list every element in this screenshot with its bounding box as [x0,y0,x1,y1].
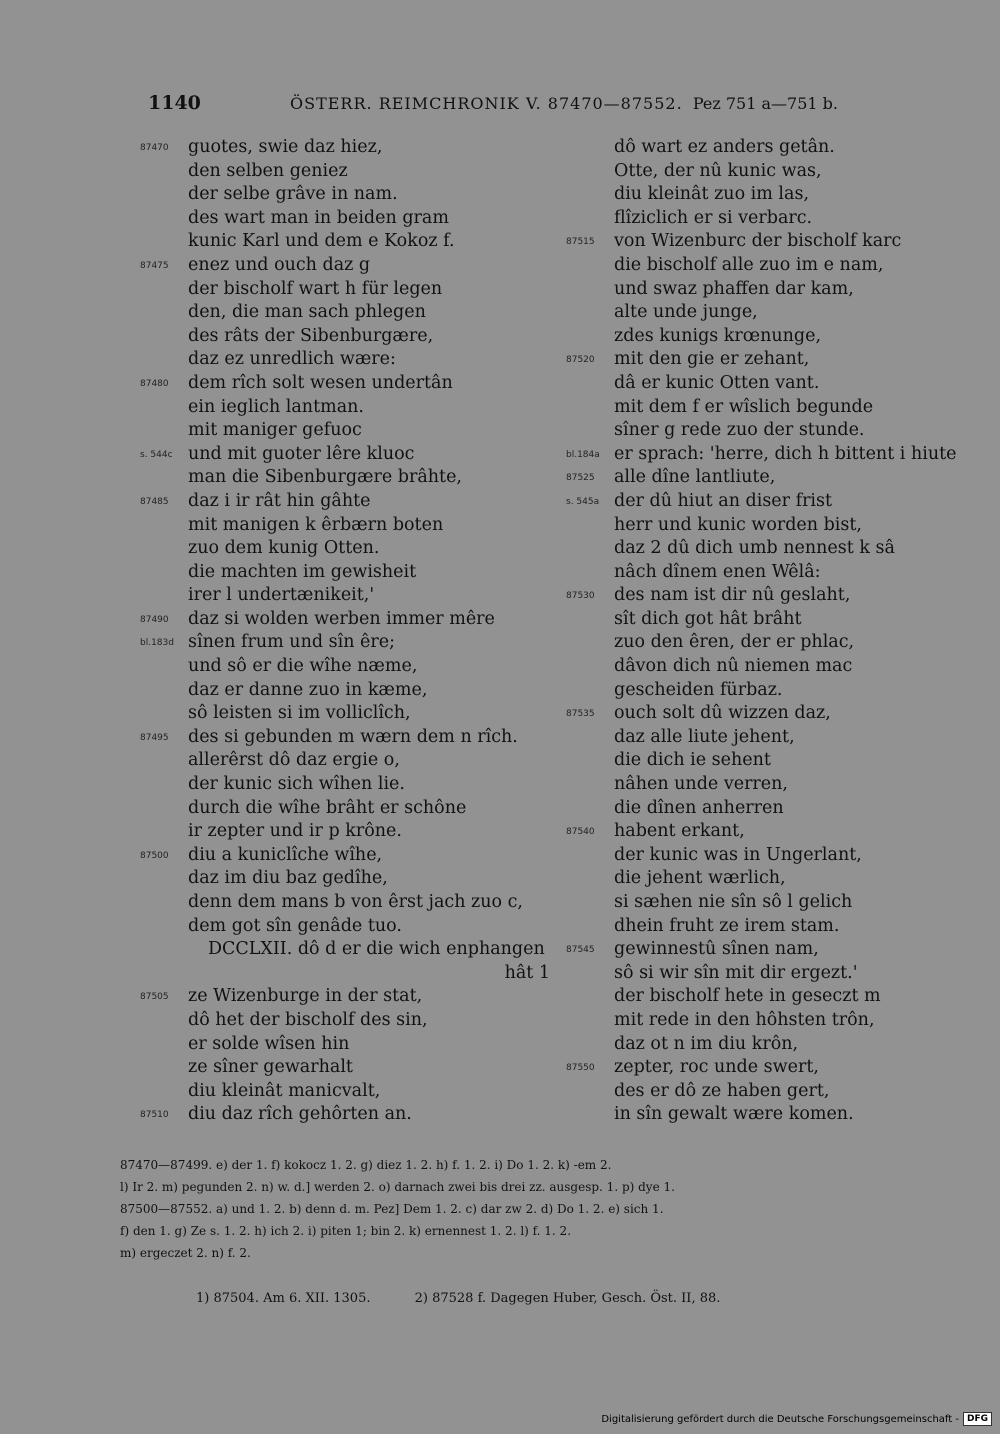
verse-text: er sprach: 'herre, dich h bittent i hiute [614,443,957,464]
verse-text: er solde wîsen hin [188,1033,350,1054]
verse-line [140,655,560,679]
verse-line [566,490,986,514]
verse-text: daz alle liute jehent, [614,726,795,747]
verse-text: ein ieglich lantman. [188,396,364,417]
line-number: 87540 [566,827,595,838]
page-number: 1140 [148,92,201,114]
verse-line [566,1009,986,1033]
verse-text: ir zepter und ir p krône. [188,821,402,842]
verse-line [566,419,986,443]
verse-text: den, die man sach phlegen [188,302,426,323]
line-number: 87505 [140,992,169,1003]
verse-text: allerêrst dô daz ergie o, [188,750,400,771]
verse-line [566,844,986,868]
verse-text: diu a kuniclîche wîhe, [188,844,383,865]
verse-text: denn dem mans b von êrst jach zuo c, [188,892,523,912]
verse-text: des er dô ze haben gert, [614,1080,830,1101]
verse-line [140,230,560,254]
verse-line [140,1080,560,1104]
line-number: 87495 [140,732,169,743]
verse-text: nâhen unde verren, [614,774,788,795]
dfg-logo: DFG [963,1412,992,1426]
verse-text: si sæhen nie sîn sô l gelich [614,892,853,912]
verse-text: diu kleinât zuo im las, [614,184,810,205]
verse-line [566,537,986,561]
verse-text: mit rede in den hôhsten trôn, [614,1009,875,1030]
verse-text: enez und ouch daz g [188,254,371,275]
verse-text: daz er danne zuo in kæme, [188,679,428,700]
chapter-heading [140,938,560,962]
line-number: 87510 [140,1110,169,1121]
verse-line [140,1103,560,1127]
verse-text: zuo dem kunig Otten. [188,538,380,559]
line-number: bl.183d [140,638,174,649]
verse-line [566,985,986,1009]
apparatus-line: m) ergeczet 2. n) f. 2. [120,1246,251,1260]
verse-text: dô het der bischolf des sin, [188,1009,428,1030]
verse-text: kunic Karl und dem e Kokoz f. [188,231,455,252]
verse-text: diu kleinât manicvalt, [188,1080,381,1101]
verse-line [566,631,986,655]
running-title: ÖSTERR. REIMCHRONIK V. 87470—87552. [290,94,683,113]
line-number: 87545 [566,945,595,956]
verse-text: alle dîne lantliute, [614,467,776,488]
verse-text: und swaz phaffen dar kam, [614,278,854,299]
verse-text: durch die wîhe brâht er schône [188,797,467,818]
line-number: 87550 [566,1063,595,1074]
verse-line [140,679,560,703]
verse-text: des wart man in beiden gram [188,207,449,228]
verse-text: des si gebunden m wærn dem n rîch. [188,726,518,747]
verse-line [566,466,986,490]
verse-line [140,136,560,160]
verse-line [140,891,560,915]
verse-text: der kunic was in Ungerlant, [614,844,862,865]
line-number: s. 544c [140,449,173,460]
verse-line [140,867,560,891]
digitization-footer [601,1412,992,1426]
verse-text: sô si wir sîn mit dir ergezt.' [614,962,858,983]
line-number: s. 545a [566,496,600,507]
verse-text: mit den gie er zehant, [614,349,810,370]
line-number: 87525 [566,473,595,484]
verse-text: die jehent wærlich, [614,868,786,889]
verse-line [566,702,986,726]
line-number: 87475 [140,260,169,271]
verse-text: der bischolf wart h für legen [188,278,443,299]
verse-text: sîner g rede zuo der stunde. [614,420,865,441]
apparatus-line: 87500—87552. a) und 1. 2. b) denn d. m. Pez] Dem 1. 2. c) dar zw 2. d) Do 1. 2. e) sich 1. [120,1202,664,1216]
verse-text: ze sîner gewarhalt [188,1057,353,1078]
verse-text: zepter, roc unde swert, [614,1057,819,1078]
verse-text: dem rîch solt wesen undertân [188,372,453,393]
verse-text: herr und kunic worden bist, [614,514,862,535]
verse-line [566,183,986,207]
verse-line [140,820,560,844]
verse-text: man die Sibenburgære brâhte, [188,467,462,488]
verse-line [566,136,986,160]
verse-line [566,325,986,349]
verse-text: und mit guoter lêre kluoc [188,443,415,464]
left-text-column [140,136,560,1127]
verse-line [566,867,986,891]
line-number: bl.184a [566,449,600,460]
verse-line [566,160,986,184]
verse-text: dô wart ez anders getân. [614,137,835,157]
verse-line [566,301,986,325]
verse-line [566,608,986,632]
verse-line [566,726,986,750]
line-number: 87515 [566,237,595,248]
line-number: 87480 [140,378,169,389]
verse-line [566,278,986,302]
verse-line [566,679,986,703]
verse-line [140,749,560,773]
apparatus-line: 87470—87499. e) der 1. f) kokocz 1. 2. g) diez 1. 2. h) f. 1. 2. i) Do 1. 2. k) -em 2. [120,1158,612,1172]
verse-line [140,254,560,278]
verse-line [566,938,986,962]
footnote-1: 1) 87504. Am 6. XII. 1305. [196,1291,371,1306]
verse-text: daz 2 dû dich umb nennest k sâ [614,538,895,559]
verse-text: mit dem f er wîslich begunde [614,396,874,417]
verse-line [566,773,986,797]
verse-text: daz si wolden werben immer mêre [188,608,495,629]
verse-line [140,514,560,538]
verse-line [140,419,560,443]
verse-text: flîziclich er si verbarc. [614,207,813,228]
verse-text: der selbe grâve in nam. [188,184,398,205]
verse-line [140,773,560,797]
verse-line [566,1103,986,1127]
verse-line [566,962,986,986]
verse-line [566,655,986,679]
verse-text: der bischolf hete in geseczt m [614,986,881,1007]
verse-line [140,1033,560,1057]
apparatus-line: l) Ir 2. m) pegunden 2. n) w. d.] werden 2. o) darnach zwei bis drei zz. ausgesp. 1. p) dye 1. [120,1180,675,1194]
line-number: 87520 [566,355,595,366]
verse-line [140,702,560,726]
verse-line [140,561,560,585]
verse-line [140,278,560,302]
verse-line [140,396,560,420]
footnotes [196,1291,760,1306]
verse-text: hât 1 [504,962,550,983]
verse-text: den selben geniez [188,160,348,181]
verse-line [140,301,560,325]
verse-text: die machten im gewisheit [188,561,417,582]
verse-text: daz ez unredlich wære: [188,349,396,370]
verse-line [140,183,560,207]
verse-text: des râts der Sibenburgære, [188,325,434,346]
verse-text: zdes kunigs krœnunge, [614,325,822,346]
pez-reference: Pez 751 a—751 b. [692,94,838,113]
verse-text: die dich ie sehent [614,750,771,771]
verse-line [140,348,560,372]
verse-text: der kunic sich wîhen lie. [188,774,405,795]
verse-text: daz ot n im diu krôn, [614,1033,799,1054]
footer-text: Digitalisierung gefördert durch die Deutsche Forschungsgemeinschaft - [601,1413,959,1425]
verse-text: des nam ist dir nû geslaht, [614,585,851,606]
verse-text: mit maniger gefuoc [188,420,362,441]
line-number: 87535 [566,709,595,720]
verse-line [566,207,986,231]
verse-line [140,372,560,396]
verse-line [566,891,986,915]
verse-line [566,514,986,538]
verse-line [140,584,560,608]
verse-line [140,631,560,655]
verse-line [566,443,986,467]
line-number: 87470 [140,143,169,153]
apparatus-line: f) den 1. g) Ze s. 1. 2. h) ich 2. i) piten 1; bin 2. k) ernennest 1. 2. l) f. 1. 2. [120,1224,572,1238]
verse-text: dem got sîn genâde tuo. [188,915,402,936]
verse-line [140,844,560,868]
verse-line [566,561,986,585]
verse-line [140,726,560,750]
verse-line [566,372,986,396]
verse-text: irer l undertænikeit,' [188,585,375,606]
verse-text: gescheiden fürbaz. [614,679,783,700]
verse-text: sô leisten si im volliclîch, [188,703,411,724]
verse-line [140,325,560,349]
running-header [148,92,838,120]
verse-line [140,985,560,1009]
verse-line [140,490,560,514]
verse-line [140,962,560,986]
verse-line [140,160,560,184]
verse-line [140,537,560,561]
verse-text: ze Wizenburge in der stat, [188,986,423,1007]
verse-text: in sîn gewalt wære komen. [614,1104,854,1125]
verse-line [566,1080,986,1104]
verse-text: gewinnestû sînen nam, [614,939,819,960]
verse-text: dâ er kunic Otten vant. [614,372,820,393]
verse-line [566,254,986,278]
line-number: 87530 [566,591,595,602]
verse-line [140,466,560,490]
verse-text: guotes, swie daz hiez, [188,137,383,157]
verse-text: zuo den êren, der er phlac, [614,632,855,653]
critical-apparatus [120,1154,970,1264]
verse-text: sînen frum und sîn êre; [188,632,396,653]
verse-text: daz im diu baz gedîhe, [188,868,388,889]
footnote-2: 2) 87528 f. Dagegen Huber, Gesch. Öst. II, 88. [414,1291,721,1306]
verse-text: diu daz rîch gehôrten an. [188,1104,412,1125]
verse-text: der dû hiut an diser frist [614,490,833,511]
verse-text: von Wizenburc der bischolf karc [614,231,902,252]
line-number: 87485 [140,496,169,507]
verse-line [566,348,986,372]
verse-line [566,820,986,844]
line-number: 87500 [140,850,169,861]
verse-text: mit manigen k êrbærn boten [188,514,444,535]
verse-text: alte unde junge, [614,302,758,323]
verse-line [140,608,560,632]
verse-line [140,797,560,821]
verse-text: ouch solt dû wizzen daz, [614,703,831,724]
verse-text: Otte, der nû kunic was, [614,160,822,181]
right-text-column [566,136,986,1127]
verse-line [566,1033,986,1057]
verse-line [566,230,986,254]
verse-text: nâch dînem enen Wêlâ: [614,561,821,582]
verse-line [140,915,560,939]
verse-line [566,749,986,773]
verse-line [566,1056,986,1080]
verse-line [566,915,986,939]
verse-line [566,584,986,608]
verse-text: dâvon dich nû niemen mac [614,656,853,677]
verse-line [566,797,986,821]
verse-line [140,207,560,231]
verse-text: und sô er die wîhe næme, [188,656,418,677]
verse-line [140,1056,560,1080]
verse-text: habent erkant, [614,821,745,842]
line-number: 87490 [140,614,169,625]
verse-text: die bischolf alle zuo im e nam, [614,254,884,275]
verse-line [566,396,986,420]
verse-line [140,443,560,467]
verse-text: dhein fruht ze irem stam. [614,915,840,936]
verse-text: die dînen anherren [614,797,784,818]
verse-text: sît dich got hât brâht [614,608,802,629]
verse-text: DCCLXII. dô d er die wich enphangen [208,939,545,960]
verse-line [140,1009,560,1033]
verse-text: daz i ir rât hin gâhte [188,490,371,511]
